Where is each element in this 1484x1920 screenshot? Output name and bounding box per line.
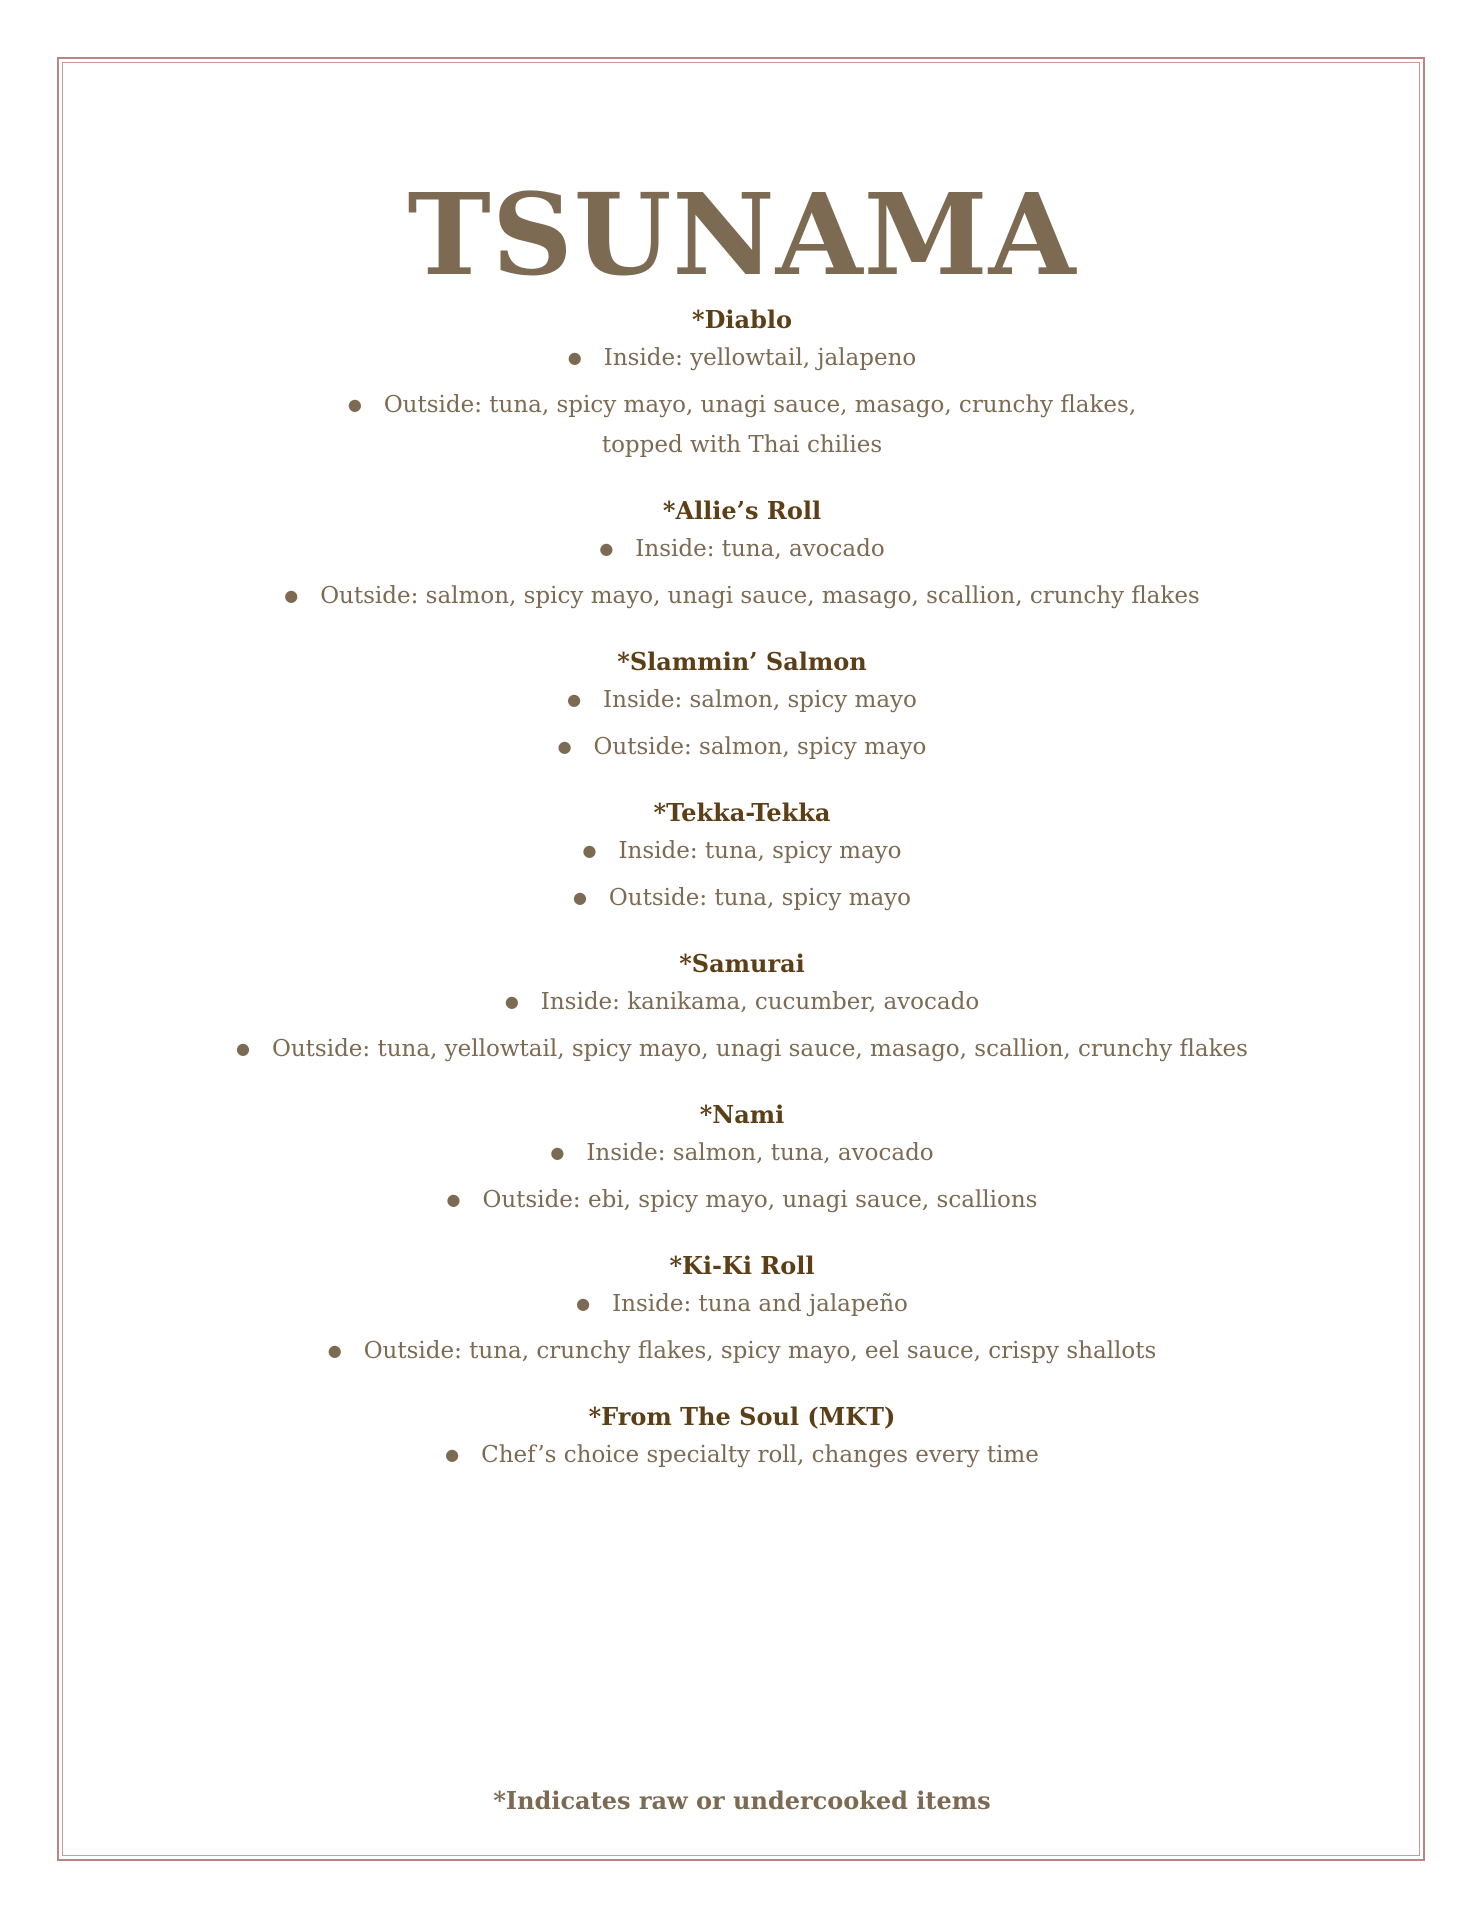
bullet-icon: ● (557, 737, 572, 756)
description-text: Inside: salmon, tuna, avocado (586, 1140, 934, 1166)
menu-item (0, 644, 1484, 767)
bullet-icon: ● (445, 1445, 460, 1464)
menu-item-name: *Allie’s Roll (662, 496, 822, 525)
menu-item-name: *Slammin’ Salmon (617, 647, 867, 676)
description-text: Inside: tuna and jalapeño (612, 1291, 908, 1317)
bullet-icon: ● (567, 690, 582, 709)
description-text: Outside: tuna, yellowtail, spicy mayo, unagi sauce, masago, scallion, crunchy flakes (272, 1036, 1248, 1062)
description-continuation-text: topped with Thai chilies (601, 432, 883, 458)
menu-item-description-line (0, 385, 1484, 465)
bullet-icon: ● (599, 539, 614, 558)
menu-item-description-list (0, 831, 1484, 918)
description-text: Outside: salmon, spicy mayo (593, 734, 927, 760)
bullet-icon: ● (582, 841, 597, 860)
bullet-icon: ● (347, 395, 362, 414)
bullet-icon: ● (284, 586, 299, 605)
menu-item (0, 1097, 1484, 1220)
description-text: Inside: yellowtail, jalapeno (603, 345, 917, 371)
menu-item-description-list (0, 680, 1484, 767)
description-text: Outside: tuna, spicy mayo, unagi sauce, masago, crunchy flakes, (383, 392, 1137, 418)
menu-item-description-line (0, 1331, 1484, 1371)
menu-item-description-list (0, 338, 1484, 465)
menu-item-description-line (0, 831, 1484, 871)
bullet-icon: ● (572, 888, 587, 907)
menu-item-description-line (0, 727, 1484, 767)
bullet-icon: ● (504, 992, 519, 1011)
menu-item (0, 1399, 1484, 1475)
menu-item (0, 302, 1484, 465)
menu-item-description-line (0, 1435, 1484, 1475)
menu-item-name: *Diablo (692, 305, 792, 334)
bullet-icon: ● (567, 348, 582, 367)
menu-item-name: *Ki-Ki Roll (669, 1251, 815, 1280)
description-text: Inside: tuna, spicy mayo (618, 838, 902, 864)
bullet-icon: ● (550, 1143, 565, 1162)
menu-item-description-list (0, 1284, 1484, 1371)
raw-items-footnote: *Indicates raw or undercooked items (493, 1786, 991, 1815)
description-text: Inside: kanikama, cucumber, avocado (540, 989, 980, 1015)
menu-item (0, 795, 1484, 918)
bullet-icon: ● (576, 1294, 591, 1313)
menu-list (0, 302, 1484, 1503)
menu-item-name: *Nami (699, 1100, 785, 1129)
bullet-icon: ● (236, 1039, 251, 1058)
menu-item-description-line (0, 1029, 1484, 1069)
menu-item (0, 1248, 1484, 1371)
menu-item-description-line (0, 529, 1484, 569)
menu-item-description-line (0, 680, 1484, 720)
menu-item-description-line (0, 878, 1484, 918)
menu-item-description-line (0, 982, 1484, 1022)
description-text: Inside: salmon, spicy mayo (603, 687, 917, 713)
menu-item-description-list (0, 982, 1484, 1069)
menu-item-name: *From The Soul (MKT) (588, 1402, 896, 1431)
menu-item-description-line (0, 338, 1484, 378)
menu-item-description-list (0, 529, 1484, 616)
description-text: Outside: salmon, spicy mayo, unagi sauce, masago, scallion, crunchy flakes (320, 583, 1200, 609)
menu-item (0, 493, 1484, 616)
description-text: Outside: ebi, spicy mayo, unagi sauce, scallions (482, 1187, 1038, 1213)
menu-item (0, 946, 1484, 1069)
menu-item-description-line (0, 1133, 1484, 1173)
description-text: Inside: tuna, avocado (635, 536, 885, 562)
bullet-icon: ● (327, 1341, 342, 1360)
menu-item-description-line (0, 1180, 1484, 1220)
menu-item-description-list (0, 1435, 1484, 1475)
menu-item-description-list (0, 1133, 1484, 1220)
menu-item-name: *Samurai (679, 949, 805, 978)
restaurant-title: TSUNAMA (407, 170, 1077, 302)
description-text: Chef’s choice specialty roll, changes every time (481, 1442, 1039, 1468)
menu-item-name: *Tekka-Tekka (653, 798, 831, 827)
menu-item-description-line (0, 576, 1484, 616)
bullet-icon: ● (446, 1190, 461, 1209)
description-text: Outside: tuna, crunchy flakes, spicy mayo, eel sauce, crispy shallots (363, 1338, 1157, 1364)
description-text: Outside: tuna, spicy mayo (608, 885, 912, 911)
menu-item-description-line (0, 1284, 1484, 1324)
